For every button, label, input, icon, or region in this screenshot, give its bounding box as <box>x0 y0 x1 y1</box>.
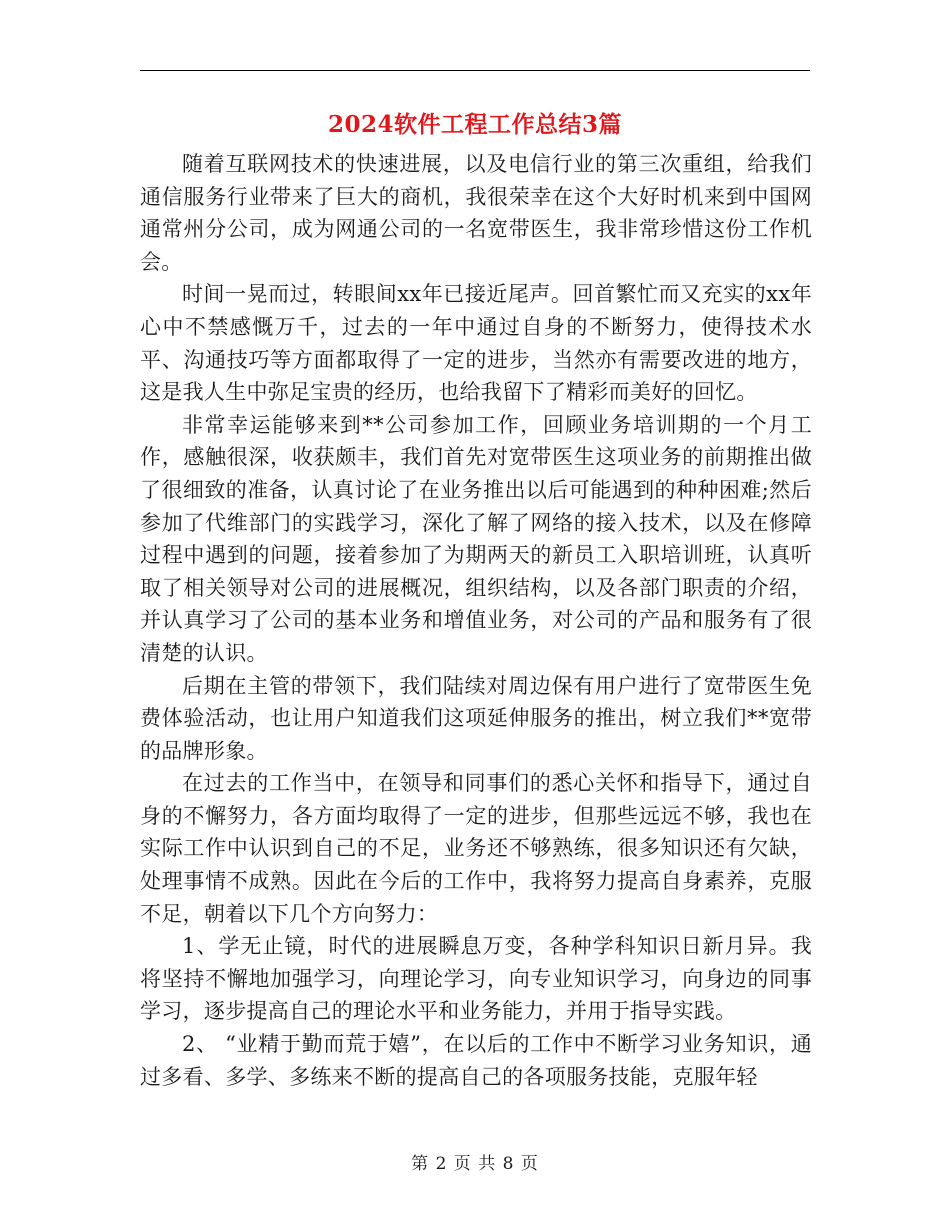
paragraph-5: 在过去的工作当中，在领导和同事们的悉心关怀和指导下，通过自身的不懈努力，各方面均取得了一定的进步，但那些远远不够，我也在实际工作中认识到自己的不足，业务还不够熟练，很多知识还有欠缺，处理事情不成熟。因此在今后的工作中，我将努力提高自身素养，克服不足，朝着以下几个方向努力： <box>140 771 812 926</box>
paragraph-7: 2、 “业精于勤而荒于嬉”，在以后的工作中不断学习业务知识，通过多看、多学、多练来不断的提高自己的各项服务技能，克服年轻 <box>140 1032 812 1089</box>
paragraph-3: 非常幸运能够来到**公司参加工作，回顾业务培训期的一个月工作，感触很深，收获颇丰，我们首先对宽带医生这项业务的前期推出做了很细致的准备，认真讨论了在业务推出以后可能遇到的种种困难;然后参加了代维部门的实践学习，深化了解了网络的接入技术，以及在修障过程中遇到的问题，接着参加了为期两天的新员工入职培训班，认真听取了相关领导对公司的进展概况，组织结构，以及各部门职责的介绍，并认真学习了公司的基本业务和增值业务，对公司的产品和服务有了很清楚的认识。 <box>140 412 812 665</box>
page-number-footer: 第 2 页 共 8 页 <box>411 1154 539 1174</box>
document-title: 2024软件工程工作总结3篇 <box>327 111 623 138</box>
paragraph-1: 随着互联网技术的快速进展，以及电信行业的第三次重组，给我们通信服务行业带来了巨大的商机，我很荣幸在这个大好时机来到中国网通常州分公司，成为网通公司的一名宽带医生，我非常珍惜这份工作机会。 <box>140 152 812 274</box>
paragraph-6: 1、学无止镜，时代的进展瞬息万变，各种学科知识日新月异。我将坚持不懈地加强学习，向理论学习，向专业知识学习，向身边的同事学习，逐步提高自己的理论水平和业务能力，并用于指导实践。 <box>140 934 812 1024</box>
header-rule <box>140 70 810 71</box>
paragraph-2: 时间一晃而过，转眼间xx年已接近尾声。回首繁忙而又充实的xx年心中不禁感慨万千，过去的一年中通过自身的不断努力，使得技术水平、沟通技巧等方面都取得了一定的进步，当然亦有需要改进的地方，这是我人生中弥足宝贵的经历，也给我留下了精彩而美好的回忆。 <box>140 282 812 405</box>
document-body <box>140 148 812 1093</box>
paragraph-4: 后期在主管的带领下，我们陆续对周边保有用户进行了宽带医生免费体验活动，也让用户知道我们这项延伸服务的推出，树立我们**宽带的品牌形象。 <box>140 673 812 763</box>
